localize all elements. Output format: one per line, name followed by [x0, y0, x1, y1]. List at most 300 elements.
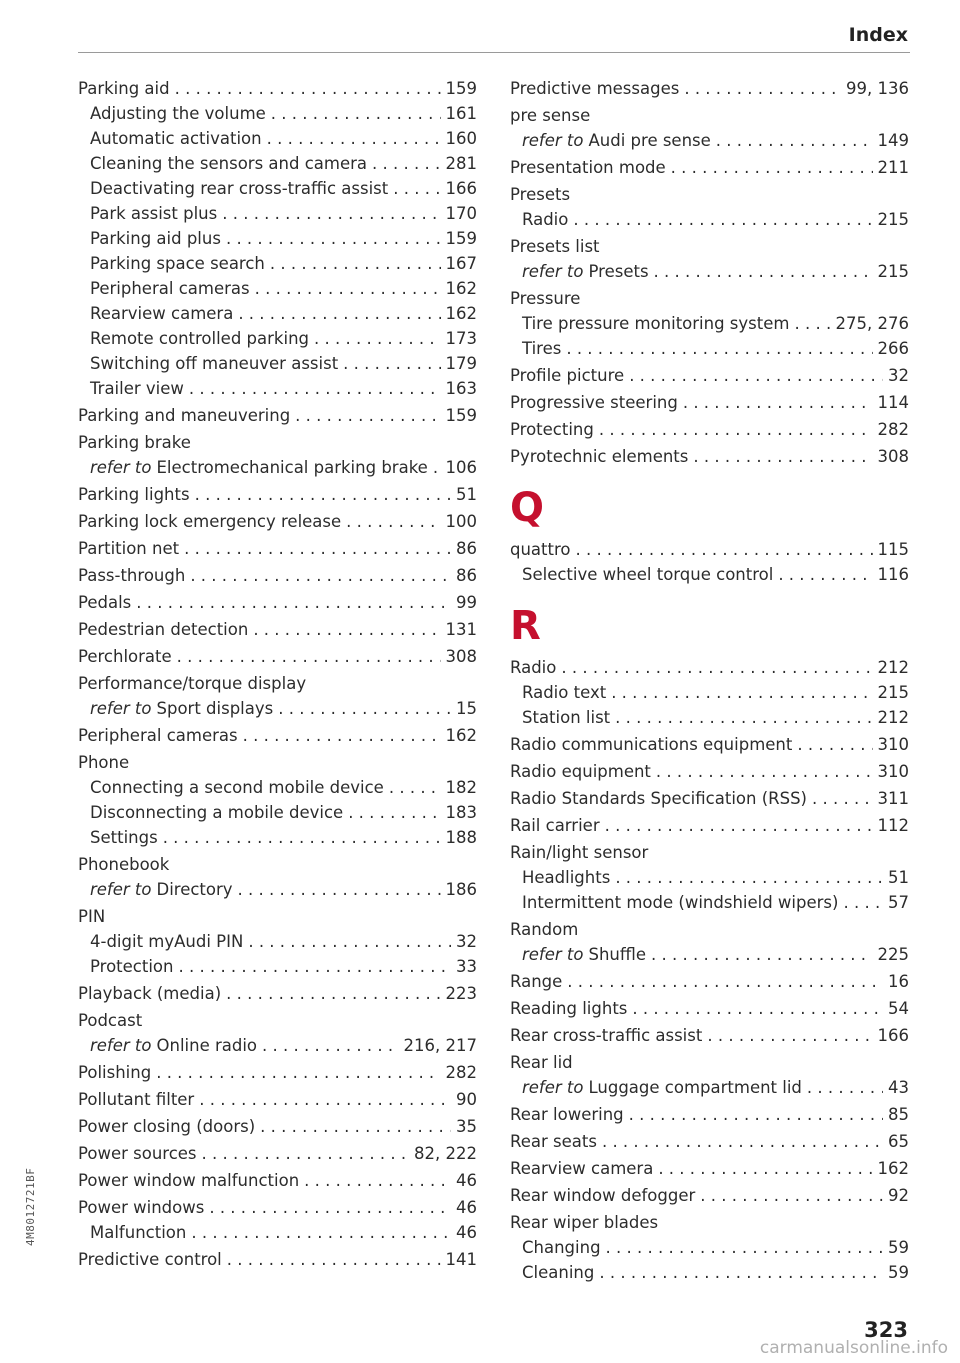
- dot-leader: [271, 101, 441, 126]
- index-entry: [510, 759, 909, 784]
- entry-label: [90, 176, 388, 201]
- page-reference: 186: [445, 880, 477, 899]
- page-reference: 211: [877, 158, 909, 177]
- index-entry: [510, 417, 909, 442]
- index-entry: [510, 840, 909, 865]
- dot-leader: [226, 226, 441, 251]
- page-reference: 90: [456, 1090, 477, 1109]
- dot-leader: [189, 376, 441, 401]
- entry-label: [510, 840, 909, 865]
- page-reference: 32: [456, 932, 477, 951]
- dot-leader: [707, 1023, 872, 1048]
- dot-leader: [615, 865, 883, 890]
- entry-text: Audi pre sense: [588, 131, 711, 150]
- page-reference: 166: [445, 179, 477, 198]
- entry-text: Rearview camera: [510, 1159, 654, 1178]
- entry-text: Online radio: [156, 1036, 258, 1055]
- page-reference: 275, 276: [835, 314, 909, 333]
- entry-text: Rear seats: [510, 1132, 597, 1151]
- index-subentry: [78, 954, 477, 979]
- entry-label: [78, 981, 221, 1006]
- entry-text: Parking aid plus: [90, 229, 221, 248]
- entry-text: Power windows: [78, 1198, 205, 1217]
- entry-text: Parking lock emergency release: [78, 512, 342, 531]
- index-subentry: [78, 276, 477, 301]
- entry-label: [78, 1087, 194, 1112]
- index-entry: [78, 536, 477, 561]
- page-reference: 114: [877, 393, 909, 412]
- dot-leader: [238, 301, 440, 326]
- entry-label: [510, 732, 792, 757]
- page-reference: 215: [877, 210, 909, 229]
- entry-label: [510, 417, 594, 442]
- entry-label: [78, 1060, 151, 1085]
- dot-leader: [346, 509, 440, 534]
- entry-text: Profile picture: [510, 366, 625, 385]
- page-reference: 161: [445, 104, 477, 123]
- index-subentry: [78, 775, 477, 800]
- entry-label: [510, 234, 909, 259]
- page-reference: 46: [456, 1223, 477, 1242]
- entry-label: [510, 363, 624, 388]
- entry-label: [90, 376, 184, 401]
- entry-label: [522, 705, 610, 730]
- dot-leader: [202, 1141, 409, 1166]
- index-subentry: [510, 311, 909, 336]
- dot-leader: [778, 562, 872, 587]
- entry-label: [90, 101, 266, 126]
- entry-label: [90, 825, 158, 850]
- entry-text: Changing: [522, 1238, 601, 1257]
- index-subentry: [510, 890, 909, 915]
- page-reference: 282: [445, 1063, 477, 1082]
- index-subentry: [510, 865, 909, 890]
- entry-text: Random: [510, 920, 579, 939]
- entry-label: [78, 1114, 255, 1139]
- index-entry: [510, 1023, 909, 1048]
- dot-leader: [794, 311, 830, 336]
- index-subentry: [78, 101, 477, 126]
- watermark: carmanualsonline.info: [759, 1338, 948, 1358]
- dot-leader: [191, 1220, 451, 1245]
- dot-leader: [177, 644, 441, 669]
- index-column-right: [510, 74, 909, 1285]
- entry-text: Radio communications equipment: [510, 735, 793, 754]
- index-entry: [510, 1156, 909, 1181]
- index-entry: [78, 750, 477, 775]
- entry-text: Partition net: [78, 539, 180, 558]
- cross-reference-marker: refer to: [90, 1036, 152, 1055]
- index-subentry: [78, 1220, 477, 1245]
- dot-leader: [304, 1168, 451, 1193]
- index-entry: [510, 444, 909, 469]
- index-subentry: [510, 1075, 909, 1100]
- page-reference: 216, 217: [403, 1036, 477, 1055]
- entry-label: [522, 865, 610, 890]
- entry-text: Playback (media): [78, 984, 222, 1003]
- index-entry: [78, 1168, 477, 1193]
- dot-leader: [683, 390, 873, 415]
- page-reference: 311: [877, 789, 909, 808]
- entry-label: [510, 969, 562, 994]
- index-entry: [510, 537, 909, 562]
- dot-leader: [658, 1156, 872, 1181]
- index-letter-heading: R: [510, 603, 541, 649]
- index-subentry: [510, 705, 909, 730]
- dot-leader: [156, 1060, 440, 1085]
- page-reference: 266: [877, 339, 909, 358]
- entry-text: Pyrotechnic elements: [510, 447, 689, 466]
- entry-label: [78, 563, 185, 588]
- entry-label: [510, 76, 679, 101]
- dot-leader: [567, 969, 883, 994]
- entry-text: Sport displays: [156, 699, 274, 718]
- dot-leader: [260, 1114, 451, 1139]
- entry-text: Presets: [510, 185, 571, 204]
- entry-label: [522, 942, 646, 967]
- page-reference: 159: [445, 229, 477, 248]
- entry-label: [78, 750, 477, 775]
- dot-leader: [372, 151, 440, 176]
- index-entry: [510, 813, 909, 838]
- entry-label: [522, 1235, 601, 1260]
- page-reference: 166: [877, 1026, 909, 1045]
- index-subentry: [510, 680, 909, 705]
- entry-text: Pedestrian detection: [78, 620, 249, 639]
- page-reference: 212: [877, 708, 909, 727]
- entry-label: [510, 813, 600, 838]
- entry-label: [78, 644, 172, 669]
- section-title: Index: [848, 24, 908, 46]
- entry-label: [90, 151, 367, 176]
- page-reference: 281: [445, 154, 477, 173]
- page-reference: 163: [445, 379, 477, 398]
- dot-leader: [615, 705, 872, 730]
- page-reference: 33: [456, 957, 477, 976]
- entry-text: Phone: [78, 753, 130, 772]
- index-entry: [510, 286, 909, 311]
- entry-text: Trailer view: [90, 379, 184, 398]
- index-entry: [510, 1129, 909, 1154]
- page-reference: 51: [456, 485, 477, 504]
- dot-leader: [807, 1075, 883, 1100]
- dot-leader: [222, 201, 440, 226]
- dot-leader: [178, 954, 451, 979]
- entry-text: Shuffle: [588, 945, 646, 964]
- page-reference: 162: [877, 1159, 909, 1178]
- page-reference: 183: [445, 803, 477, 822]
- index-subentry: [510, 207, 909, 232]
- page-reference: 54: [888, 999, 909, 1018]
- index-subentry: [510, 562, 909, 587]
- entry-text: Power sources: [78, 1144, 197, 1163]
- entry-label: [78, 852, 477, 877]
- index-entry: [78, 509, 477, 534]
- entry-text: Deactivating rear cross-traffic assist: [90, 179, 389, 198]
- page-reference: 59: [888, 1238, 909, 1257]
- entry-text: Parking lights: [78, 485, 190, 504]
- entry-label: [510, 103, 909, 128]
- entry-text: Parking space search: [90, 254, 265, 273]
- page-reference: 100: [445, 512, 477, 531]
- entry-text: Presets: [588, 262, 649, 281]
- page-reference: 215: [877, 683, 909, 702]
- entry-label: [90, 455, 428, 480]
- entry-label: [90, 201, 217, 226]
- entry-label: [510, 917, 909, 942]
- entry-label: [522, 1260, 594, 1285]
- entry-label: [510, 1050, 909, 1075]
- index-entry: [510, 390, 909, 415]
- dot-leader: [184, 536, 451, 561]
- entry-text: Disconnecting a mobile device: [90, 803, 344, 822]
- entry-label: [510, 286, 909, 311]
- entry-label: [90, 1033, 257, 1058]
- index-entry: [78, 590, 477, 615]
- entry-label: [510, 1156, 653, 1181]
- dot-leader: [227, 1247, 441, 1272]
- entry-text: Park assist plus: [90, 204, 218, 223]
- dot-leader: [599, 1260, 883, 1285]
- entry-label: [78, 482, 190, 507]
- page-reference: 106: [445, 458, 477, 477]
- index-entry: [78, 852, 477, 877]
- index-entry: [78, 1087, 477, 1112]
- index-entry: [510, 155, 909, 180]
- index-entry: [510, 969, 909, 994]
- index-subentry: [78, 201, 477, 226]
- index-entry: [78, 904, 477, 929]
- index-entry: [78, 671, 477, 696]
- entry-label: [78, 509, 341, 534]
- entry-text: Radio text: [522, 683, 607, 702]
- index-subentry: [78, 226, 477, 251]
- page-reference: 173: [445, 329, 477, 348]
- dot-leader: [671, 155, 873, 180]
- entry-text: pre sense: [510, 106, 591, 125]
- dot-leader: [175, 76, 441, 101]
- entry-text: Radio Standards Specification (RSS): [510, 789, 807, 808]
- dot-leader: [656, 759, 873, 784]
- page-reference: 99: [456, 593, 477, 612]
- dot-leader: [576, 537, 873, 562]
- entry-label: [90, 326, 309, 351]
- dot-leader: [629, 1102, 883, 1127]
- dot-leader: [199, 1087, 451, 1112]
- index-entry: [510, 234, 909, 259]
- index-entry: [510, 1102, 909, 1127]
- index-entry: [510, 182, 909, 207]
- entry-text: Radio equipment: [510, 762, 651, 781]
- page-reference: 188: [445, 828, 477, 847]
- dot-leader: [843, 890, 883, 915]
- entry-text: Electromechanical parking brake: [156, 458, 428, 477]
- index-subentry: [78, 326, 477, 351]
- entry-label: [510, 996, 627, 1021]
- dot-leader: [136, 590, 451, 615]
- page-reference: 86: [456, 539, 477, 558]
- entry-label: [510, 1210, 909, 1235]
- entry-label: [78, 76, 170, 101]
- entry-text: Cleaning the sensors and camera: [90, 154, 368, 173]
- dot-leader: [716, 128, 873, 153]
- entry-label: [522, 890, 838, 915]
- dot-leader: [611, 680, 872, 705]
- dot-leader: [693, 444, 872, 469]
- entry-text: Directory: [156, 880, 233, 899]
- page-reference: 15: [456, 699, 477, 718]
- entry-label: [510, 1183, 695, 1208]
- entry-label: [522, 259, 649, 284]
- entry-text: Pollutant filter: [78, 1090, 195, 1109]
- index-subentry: [510, 336, 909, 361]
- entry-text: Power closing (doors): [78, 1117, 256, 1136]
- entry-label: [510, 537, 571, 562]
- page-reference: 116: [877, 565, 909, 584]
- entry-label: [522, 680, 606, 705]
- page-reference: 182: [445, 778, 477, 797]
- entry-label: [90, 696, 273, 721]
- entry-label: [90, 877, 233, 902]
- index-entry: [78, 1008, 477, 1033]
- index-entry: [78, 76, 477, 101]
- index-subentry: [78, 151, 477, 176]
- entry-text: Parking brake: [78, 433, 191, 452]
- dot-leader: [195, 482, 451, 507]
- entry-label: [78, 1168, 299, 1193]
- dot-leader: [599, 417, 873, 442]
- entry-label: [78, 1008, 477, 1033]
- cross-reference-marker: refer to: [90, 458, 152, 477]
- entry-label: [90, 226, 221, 251]
- page-reference: 162: [445, 726, 477, 745]
- index-entry: [78, 403, 477, 428]
- dot-leader: [651, 942, 873, 967]
- entry-text: Rear window defogger: [510, 1186, 696, 1205]
- entry-text: Pressure: [510, 289, 581, 308]
- entry-label: [90, 954, 173, 979]
- entry-label: [90, 800, 343, 825]
- entry-label: [90, 301, 233, 326]
- dot-leader: [190, 563, 451, 588]
- index-entry: [510, 786, 909, 811]
- entry-text: Presentation mode: [510, 158, 666, 177]
- page-reference: 131: [445, 620, 477, 639]
- index-entry: [78, 430, 477, 455]
- index-subentry: [510, 128, 909, 153]
- page-reference: 170: [445, 204, 477, 223]
- page-reference: 115: [877, 540, 909, 559]
- page-reference: 308: [445, 647, 477, 666]
- index-entry: [78, 981, 477, 1006]
- entry-text: Predictive control: [78, 1250, 222, 1269]
- entry-text: Power window malfunction: [78, 1171, 300, 1190]
- page-reference: 310: [877, 762, 909, 781]
- index-entry: [78, 1141, 477, 1166]
- dot-leader: [343, 351, 440, 376]
- dot-leader: [812, 786, 873, 811]
- entry-text: Reading lights: [510, 999, 628, 1018]
- entry-text: Peripheral cameras: [78, 726, 238, 745]
- entry-text: Pedals: [78, 593, 132, 612]
- entry-text: Rear lowering: [510, 1105, 624, 1124]
- dot-leader: [684, 76, 841, 101]
- dot-leader: [278, 696, 451, 721]
- page-reference: 212: [877, 658, 909, 677]
- entry-label: [510, 444, 688, 469]
- dot-leader: [561, 655, 872, 680]
- entry-text: Phonebook: [78, 855, 170, 874]
- index-subentry: [78, 126, 477, 151]
- entry-text: Protection: [90, 957, 174, 976]
- dot-leader: [243, 723, 441, 748]
- page-reference: 225: [877, 945, 909, 964]
- page-reference: 82, 222: [414, 1144, 477, 1163]
- entry-label: [90, 1220, 186, 1245]
- dot-leader: [700, 1183, 883, 1208]
- entry-text: Peripheral cameras: [90, 279, 250, 298]
- entry-text: Range: [510, 972, 563, 991]
- entry-label: [510, 655, 556, 680]
- entry-text: quattro: [510, 540, 571, 559]
- page-reference: 46: [456, 1198, 477, 1217]
- dot-leader: [248, 929, 451, 954]
- dot-leader: [253, 617, 440, 642]
- index-entry: [510, 732, 909, 757]
- cross-reference-marker: refer to: [90, 880, 152, 899]
- index-entry: [510, 1210, 909, 1235]
- index-letter-heading: Q: [510, 485, 545, 531]
- index-entry: [510, 996, 909, 1021]
- page-reference: 57: [888, 893, 909, 912]
- entry-label: [510, 155, 666, 180]
- index-entry: [78, 1247, 477, 1272]
- cross-reference-marker: refer to: [522, 262, 584, 281]
- dot-leader: [629, 363, 883, 388]
- entry-text: Rearview camera: [90, 304, 234, 323]
- dot-leader: [238, 877, 441, 902]
- index-subentry: [510, 1260, 909, 1285]
- entry-text: Switching off maneuver assist: [90, 354, 339, 373]
- entry-text: Intermittent mode (windshield wipers): [522, 893, 839, 912]
- cross-reference-marker: refer to: [522, 945, 584, 964]
- index-subentry: [78, 696, 477, 721]
- index-entry: [510, 655, 909, 680]
- page-reference: 141: [445, 1250, 477, 1269]
- index-subentry: [510, 259, 909, 284]
- page-reference: 160: [445, 129, 477, 148]
- dot-leader: [209, 1195, 451, 1220]
- entry-label: [78, 1195, 204, 1220]
- dot-leader: [314, 326, 441, 351]
- dot-leader: [573, 207, 872, 232]
- page-reference: 308: [877, 447, 909, 466]
- entry-text: Protecting: [510, 420, 594, 439]
- page-reference: 16: [888, 972, 909, 991]
- index-subentry: [78, 877, 477, 902]
- entry-label: [78, 1141, 197, 1166]
- page-number: 323: [864, 1318, 908, 1342]
- entry-label: [510, 1102, 624, 1127]
- entry-text: Polishing: [78, 1063, 152, 1082]
- entry-text: Parking aid: [78, 79, 170, 98]
- entry-label: [90, 251, 265, 276]
- page-reference: 32: [888, 366, 909, 385]
- entry-label: [78, 904, 477, 929]
- dot-leader: [295, 403, 440, 428]
- entry-label: [522, 336, 561, 361]
- page-reference: 51: [888, 868, 909, 887]
